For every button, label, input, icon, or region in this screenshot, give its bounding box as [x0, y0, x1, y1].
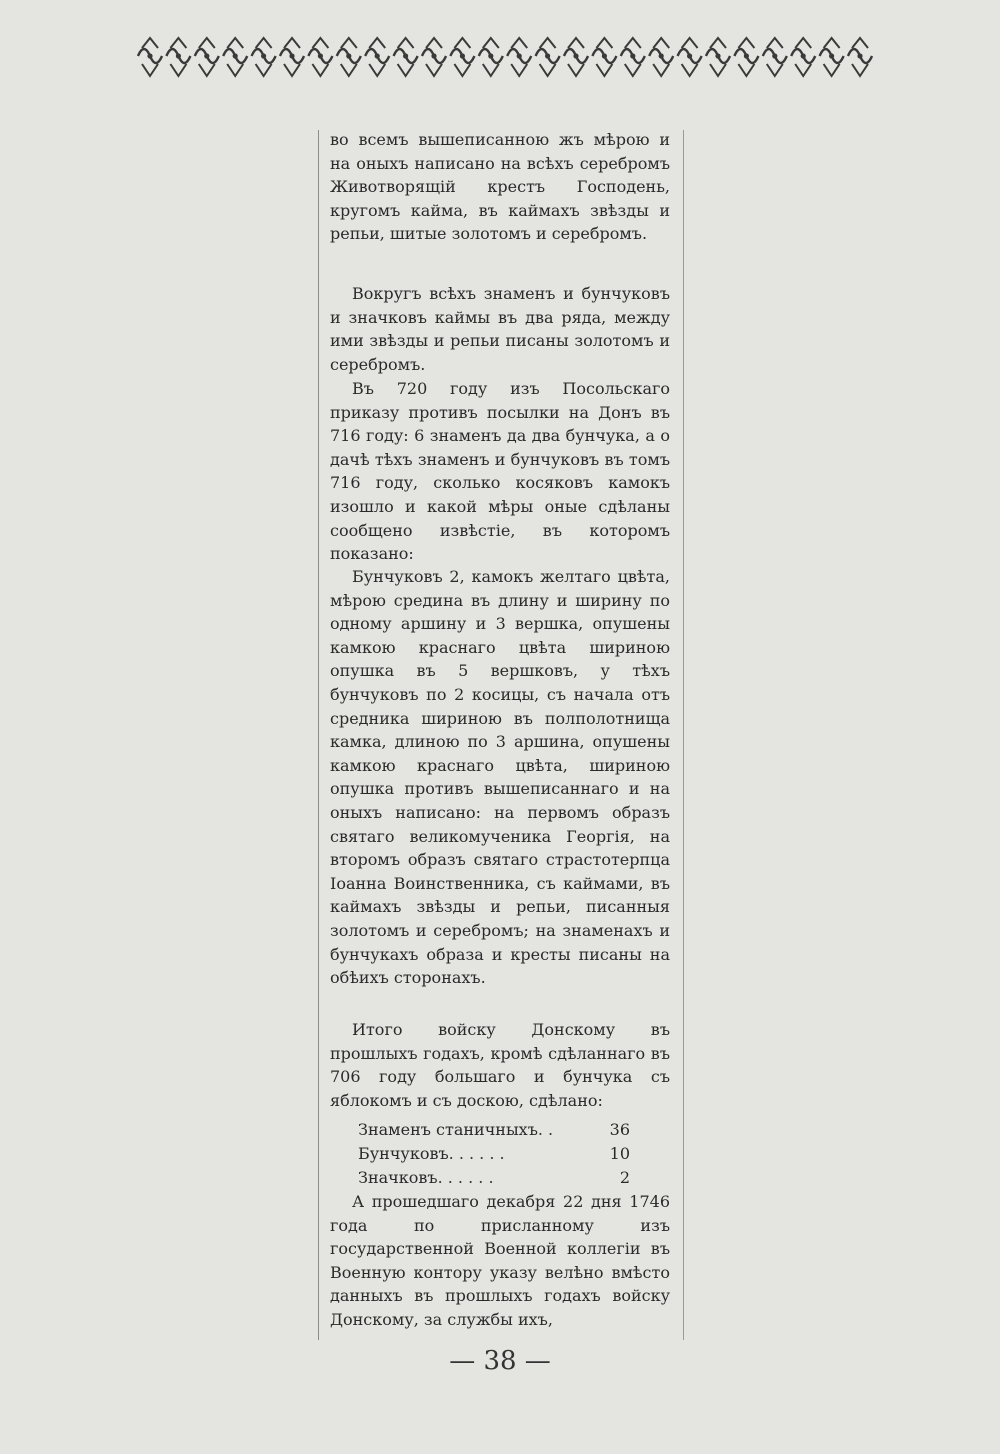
ornament-motif	[536, 38, 560, 76]
paragraph-1: во всемъ вышеписанною жъ мѣрою и на оныхъ написано на всѣхъ серебромъ Животворящій крестъ Господень, кругомъ кайма, въ каймахъ звѣзды и репьи, шитые золотомъ и серебромъ.	[330, 130, 670, 244]
text-column	[318, 128, 670, 1340]
ornament-motif	[791, 38, 815, 76]
column-right-rule	[683, 130, 684, 1340]
tally-leader-dots: . .	[537, 1120, 554, 1139]
paragraph-2: Вокругъ всѣхъ знаменъ и бунчуковъ и значковъ каймы въ два ряда, между ими звѣзды и репьи писаны золотомъ и серебромъ.	[330, 284, 670, 374]
ornament-motif	[138, 38, 162, 76]
paragraph-4: Бунчуковъ 2, камокъ желтаго цвѣта, мѣрою средина въ длину и ширину по одному аршину и 3 вершка, опушены камкою краснаго цвѣта шириною опушка въ 5 вершковъ, у тѣхъ бунчуковъ по 2 косицы, съ начала отъ средника шириною въ полполотнища камка, длиною по 3 аршина, опушены камкою краснаго цвѣта, шириною опушка противъ вышеписаннаго и на оныхъ написано: на первомъ образъ святаго великомученика Георгія, на второмъ образъ святаго страстотерпца Іоанна Воинственника, съ каймами, въ каймахъ звѣзды и репьи, писанныя золотомъ и серебромъ; на знаменахъ и бунчукахъ образа и кресты писаны на обѣихъ сторонахъ.	[330, 567, 670, 988]
ornament-motif	[507, 38, 531, 76]
tally-row-badges	[358, 1166, 630, 1190]
ornament-motif	[734, 38, 758, 76]
tally-value: 36	[609, 1120, 630, 1139]
header-ornament-border	[136, 34, 876, 80]
ornament-motif	[820, 38, 844, 76]
ornament-motif	[763, 38, 787, 76]
paragraph-6: А прошедшаго декабря 22 дня 1746 года по присланному изъ государственной Военной коллегіи въ Военную контору указу велѣно вмѣсто данныхъ въ прошлыхъ годахъ войску Донскому, за службы ихъ,	[330, 1192, 670, 1329]
ornament-motif	[592, 38, 616, 76]
tally-value: 2	[619, 1168, 630, 1187]
ornament-motif	[166, 38, 190, 76]
ornament-motif	[450, 38, 474, 76]
ornament-motif	[337, 38, 361, 76]
ornament-motif	[848, 38, 872, 76]
tally-leader-dots: . . . . . .	[448, 1144, 505, 1163]
ornament-motif	[564, 38, 588, 76]
page-number: — 38 —	[449, 1346, 551, 1376]
ornament-motif	[394, 38, 418, 76]
tally-row-bunchuks	[358, 1142, 630, 1166]
ornament-motif	[365, 38, 389, 76]
paragraph-3: Въ 720 году изъ Посольскаго приказу противъ посылки на Донъ въ 716 году: 6 знаменъ да два бунчука, а о дачѣ тѣхъ знаменъ и бунчуковъ въ томъ 716 году, сколько косяковъ камокъ изошло и какой мѣры оные сдѣланы сообщено извѣстіе, въ которомъ показано:	[330, 379, 670, 564]
tally-value: 10	[609, 1144, 630, 1163]
paragraph-5: Итого войску Донскому въ прошлыхъ годахъ, кромѣ сдѣланнаго въ 706 году большаго и бунчука съ яблокомъ и съ доскою, сдѣлано:	[330, 1020, 670, 1110]
ornament-motif	[706, 38, 730, 76]
ornament-motif	[252, 38, 276, 76]
ornament-motif	[280, 38, 304, 76]
tally-label: Знаменъ станичныхъ	[358, 1120, 538, 1139]
ornament-motif	[308, 38, 332, 76]
ornament-motif	[649, 38, 673, 76]
tally-row-banners	[358, 1118, 630, 1142]
tally-label: Бунчуковъ	[358, 1144, 449, 1163]
ornament-motif	[223, 38, 247, 76]
ornament-motif	[422, 38, 446, 76]
ornament-motif	[479, 38, 503, 76]
ornament-motif	[621, 38, 645, 76]
ornament-motif	[678, 38, 702, 76]
tally-leader-dots: . . . . . .	[437, 1168, 494, 1187]
ornament-motif	[195, 38, 219, 76]
tally-label: Значковъ	[358, 1168, 438, 1187]
